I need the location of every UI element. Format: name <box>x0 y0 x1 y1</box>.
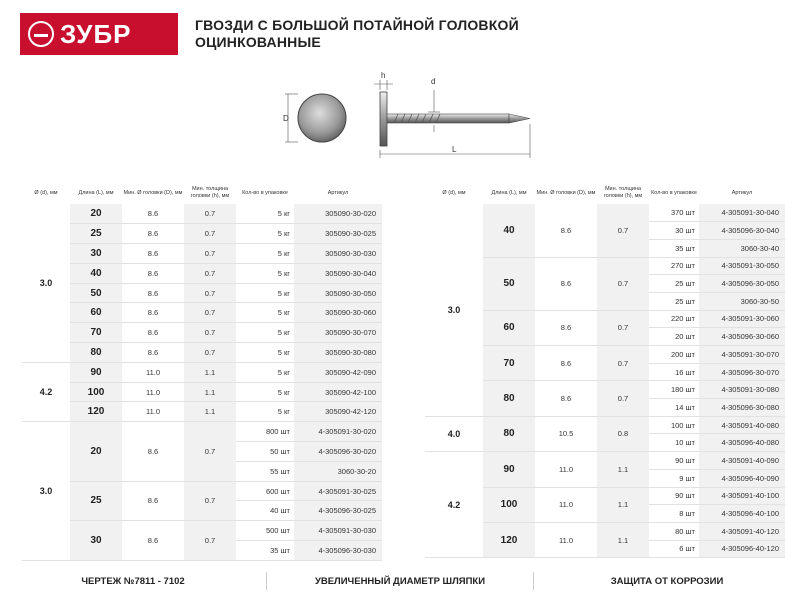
pack-quantity-cell: 5 кг <box>236 224 294 244</box>
head-diameter-cell: 11.0 <box>122 382 184 402</box>
article-cell: 4-305096-30-025 <box>294 501 382 521</box>
page-title <box>195 17 519 51</box>
article-cell: 305090-30-050 <box>294 283 382 303</box>
length-cell: 90 <box>483 452 535 487</box>
column-header-head-d: Мин. Ø головки (D), мм <box>123 189 183 196</box>
pack-quantity-cell: 500 шт <box>236 521 294 541</box>
pack-quantity-cell: 200 шт <box>649 346 699 364</box>
article-cell: 3060-30-40 <box>699 239 785 257</box>
pack-quantity-cell: 50 шт <box>236 442 294 462</box>
pack-quantity-cell: 25 шт <box>649 292 699 310</box>
table-row <box>22 382 382 402</box>
diameter-cell: 4.2 <box>22 362 70 421</box>
spec-table <box>22 182 382 561</box>
table-row <box>22 263 382 283</box>
head-diameter-cell: 8.6 <box>122 283 184 303</box>
head-thickness-cell: 0.7 <box>184 481 236 521</box>
head-thickness-cell: 1.1 <box>184 402 236 422</box>
head-thickness-cell: 0.7 <box>597 204 649 257</box>
head-thickness-cell: 1.1 <box>597 522 649 557</box>
pack-quantity-cell: 90 шт <box>649 452 699 470</box>
article-cell: 4-305091-30-060 <box>699 310 785 328</box>
article-cell: 305090-30-020 <box>294 204 382 224</box>
column-header-head-d: Мин. Ø головки (D), мм <box>536 189 596 196</box>
length-cell: 30 <box>70 521 122 561</box>
head-diameter-cell: 10.5 <box>535 416 597 451</box>
table-row <box>22 521 382 541</box>
footer-feature-corrosion: ЗАЩИТА ОТ КОРРОЗИИ <box>610 575 724 587</box>
pack-quantity-cell: 9 шт <box>649 469 699 487</box>
pack-quantity-cell: 35 шт <box>236 541 294 561</box>
diameter-cell: 3.0 <box>22 204 70 362</box>
head-diameter-cell: 8.6 <box>535 346 597 381</box>
article-cell: 4-305091-40-120 <box>699 522 785 540</box>
head-thickness-cell: 1.1 <box>184 362 236 382</box>
table-row <box>22 481 382 501</box>
pack-quantity-cell: 5 кг <box>236 402 294 422</box>
article-cell: 305090-42-090 <box>294 362 382 382</box>
pack-quantity-cell: 30 шт <box>649 222 699 240</box>
head-diameter-cell: 8.6 <box>122 343 184 363</box>
article-cell: 305090-30-040 <box>294 263 382 283</box>
article-cell: 4-305096-30-080 <box>699 399 785 417</box>
table-row <box>22 422 382 442</box>
head-diameter-cell: 8.6 <box>122 244 184 264</box>
pack-quantity-cell: 5 кг <box>236 263 294 283</box>
table-row <box>22 343 382 363</box>
length-cell: 80 <box>70 343 122 363</box>
column-header-pack: Кол-во в упаковке <box>242 189 288 196</box>
dim-label-h: h <box>381 71 386 80</box>
length-cell: 120 <box>70 402 122 422</box>
article-cell: 4-305096-40-080 <box>699 434 785 452</box>
article-cell: 4-305096-30-020 <box>294 442 382 462</box>
pack-quantity-cell: 5 кг <box>236 204 294 224</box>
article-cell: 305090-30-025 <box>294 224 382 244</box>
column-header-diam: Ø (d), мм <box>442 189 466 196</box>
title-line-2: ОЦИНКОВАННЫЕ <box>195 34 321 50</box>
head-thickness-cell: 0.7 <box>184 521 236 561</box>
head-diameter-cell: 8.6 <box>122 481 184 521</box>
head-thickness-cell: 0.7 <box>184 303 236 323</box>
head-thickness-cell: 0.7 <box>184 422 236 481</box>
head-diameter-cell: 8.6 <box>122 521 184 561</box>
pack-quantity-cell: 6 шт <box>649 540 699 558</box>
article-cell: 305090-30-070 <box>294 323 382 343</box>
head-diameter-cell: 8.6 <box>535 257 597 310</box>
table-header-row <box>22 182 382 204</box>
table-header-row <box>425 182 785 204</box>
dim-label-D: D <box>283 114 289 123</box>
length-cell: 40 <box>70 263 122 283</box>
pack-quantity-cell: 55 шт <box>236 461 294 481</box>
footer-drawing-number: ЧЕРТЕЖ №7811 - 7102 <box>81 575 185 587</box>
head-thickness-cell: 0.7 <box>184 283 236 303</box>
pack-quantity-cell: 270 шт <box>649 257 699 275</box>
column-header-article: Артикул <box>731 189 753 196</box>
pack-quantity-cell: 5 кг <box>236 244 294 264</box>
diameter-cell: 3.0 <box>425 204 483 416</box>
nail-drawing <box>280 70 540 162</box>
table-row <box>425 204 785 222</box>
article-cell: 4-305091-30-050 <box>699 257 785 275</box>
article-cell: 4-305096-30-060 <box>699 328 785 346</box>
pack-quantity-cell: 5 кг <box>236 343 294 363</box>
article-cell: 305090-30-030 <box>294 244 382 264</box>
article-cell: 4-305096-40-100 <box>699 505 785 523</box>
length-cell: 30 <box>70 244 122 264</box>
head-thickness-cell: 0.7 <box>184 224 236 244</box>
diameter-cell: 4.0 <box>425 416 483 451</box>
head-thickness-cell: 0.7 <box>597 257 649 310</box>
length-cell: 80 <box>483 416 535 451</box>
spec-table-left <box>22 182 382 561</box>
column-header-diam: Ø (d), мм <box>34 189 58 196</box>
head-diameter-cell: 11.0 <box>535 452 597 487</box>
head-thickness-cell: 0.8 <box>597 416 649 451</box>
dim-label-d: d <box>431 77 436 86</box>
article-cell: 4-305091-40-100 <box>699 487 785 505</box>
length-cell: 20 <box>70 204 122 224</box>
head-diameter-cell: 8.6 <box>122 263 184 283</box>
article-cell: 4-305091-40-080 <box>699 416 785 434</box>
length-cell: 60 <box>483 310 535 345</box>
head-diameter-cell: 8.6 <box>122 422 184 481</box>
length-cell: 100 <box>70 382 122 402</box>
article-cell: 3060-30-50 <box>699 292 785 310</box>
head-thickness-cell: 1.1 <box>597 452 649 487</box>
head-diameter-cell: 8.6 <box>535 204 597 257</box>
head-diameter-cell: 8.6 <box>122 204 184 224</box>
footer <box>0 568 800 594</box>
pack-quantity-cell: 220 шт <box>649 310 699 328</box>
table-row <box>425 416 785 434</box>
pack-quantity-cell: 100 шт <box>649 416 699 434</box>
length-cell: 70 <box>70 323 122 343</box>
nail-head-front <box>298 94 346 142</box>
article-cell: 4-305096-40-090 <box>699 469 785 487</box>
head-diameter-cell: 11.0 <box>535 522 597 557</box>
diameter-cell: 3.0 <box>22 422 70 561</box>
head-thickness-cell: 0.7 <box>597 346 649 381</box>
footer-feature-head: УВЕЛИЧЕННЫЙ ДИАМЕТР ШЛЯПКИ <box>314 575 486 587</box>
pack-quantity-cell: 5 кг <box>236 382 294 402</box>
table-row <box>22 323 382 343</box>
article-cell: 3060-30-20 <box>294 461 382 481</box>
column-header-pack: Кол-во в упаковке <box>651 189 697 196</box>
length-cell: 25 <box>70 481 122 521</box>
article-cell: 4-305096-30-050 <box>699 275 785 293</box>
length-cell: 70 <box>483 346 535 381</box>
article-cell: 4-305091-40-090 <box>699 452 785 470</box>
head-thickness-cell: 0.7 <box>184 204 236 224</box>
pack-quantity-cell: 370 шт <box>649 204 699 222</box>
head-thickness-cell: 0.7 <box>184 263 236 283</box>
head-thickness-cell: 0.7 <box>184 343 236 363</box>
head-diameter-cell: 8.6 <box>535 381 597 416</box>
pack-quantity-cell: 8 шт <box>649 505 699 523</box>
length-cell: 100 <box>483 487 535 522</box>
head-diameter-cell: 8.6 <box>122 224 184 244</box>
diameter-cell: 4.2 <box>425 452 483 558</box>
length-cell: 50 <box>70 283 122 303</box>
table-row <box>22 362 382 382</box>
article-cell: 4-305091-30-020 <box>294 422 382 442</box>
head-thickness-cell: 0.7 <box>184 244 236 264</box>
spec-table-right <box>425 182 785 558</box>
pack-quantity-cell: 16 шт <box>649 363 699 381</box>
pack-quantity-cell: 5 кг <box>236 303 294 323</box>
nail-head-side <box>380 92 387 146</box>
article-cell: 4-305096-30-040 <box>699 222 785 240</box>
column-header-length: Длина (L), мм <box>491 189 527 196</box>
table-row <box>22 402 382 422</box>
length-cell: 80 <box>483 381 535 416</box>
column-header-length: Длина (L), мм <box>78 189 114 196</box>
title-line-1: ГВОЗДИ С БОЛЬШОЙ ПОТАЙНОЙ ГОЛОВКОЙ <box>195 17 519 33</box>
length-cell: 25 <box>70 224 122 244</box>
pack-quantity-cell: 5 кг <box>236 323 294 343</box>
column-header-article: Артикул <box>327 189 349 196</box>
nail-tip <box>509 114 530 123</box>
spec-table <box>425 182 785 558</box>
article-cell: 4-305091-30-030 <box>294 521 382 541</box>
length-cell: 20 <box>70 422 122 481</box>
head-thickness-cell: 1.1 <box>597 487 649 522</box>
brand-logo <box>20 13 178 55</box>
length-cell: 90 <box>70 362 122 382</box>
length-cell: 60 <box>70 303 122 323</box>
pack-quantity-cell: 800 шт <box>236 422 294 442</box>
head-diameter-cell: 8.6 <box>122 303 184 323</box>
table-row <box>22 204 382 224</box>
column-header-head-h: Мин. толщина головки (h), мм <box>603 186 643 199</box>
pack-quantity-cell: 35 шт <box>649 239 699 257</box>
column-header-head-h: Мин. толщина головки (h), мм <box>190 186 230 199</box>
article-cell: 305090-30-080 <box>294 343 382 363</box>
dim-label-L: L <box>452 145 457 154</box>
table-row <box>22 303 382 323</box>
head-diameter-cell: 8.6 <box>535 310 597 345</box>
pack-quantity-cell: 25 шт <box>649 275 699 293</box>
head-thickness-cell: 0.7 <box>597 310 649 345</box>
head-diameter-cell: 11.0 <box>535 487 597 522</box>
article-cell: 305090-42-120 <box>294 402 382 422</box>
table-row <box>425 452 785 470</box>
table-row <box>22 224 382 244</box>
pack-quantity-cell: 90 шт <box>649 487 699 505</box>
pack-quantity-cell: 14 шт <box>649 399 699 417</box>
head-diameter-cell: 11.0 <box>122 402 184 422</box>
pack-quantity-cell: 40 шт <box>236 501 294 521</box>
length-cell: 50 <box>483 257 535 310</box>
table-row <box>22 244 382 264</box>
head-diameter-cell: 11.0 <box>122 362 184 382</box>
head-thickness-cell: 0.7 <box>184 323 236 343</box>
pack-quantity-cell: 80 шт <box>649 522 699 540</box>
head-thickness-cell: 0.7 <box>597 381 649 416</box>
head-diameter-cell: 8.6 <box>122 323 184 343</box>
length-cell: 40 <box>483 204 535 257</box>
length-cell: 120 <box>483 522 535 557</box>
logo-text: ЗУБР <box>60 18 132 49</box>
article-cell: 305090-42-100 <box>294 382 382 402</box>
pack-quantity-cell: 600 шт <box>236 481 294 501</box>
article-cell: 4-305096-30-030 <box>294 541 382 561</box>
article-cell: 4-305091-30-025 <box>294 481 382 501</box>
pack-quantity-cell: 5 кг <box>236 283 294 303</box>
article-cell: 4-305091-30-080 <box>699 381 785 399</box>
article-cell: 305090-30-060 <box>294 303 382 323</box>
pack-quantity-cell: 10 шт <box>649 434 699 452</box>
pack-quantity-cell: 180 шт <box>649 381 699 399</box>
article-cell: 4-305096-40-120 <box>699 540 785 558</box>
article-cell: 4-305091-30-040 <box>699 204 785 222</box>
pack-quantity-cell: 5 кг <box>236 362 294 382</box>
head-thickness-cell: 1.1 <box>184 382 236 402</box>
pack-quantity-cell: 20 шт <box>649 328 699 346</box>
table-row <box>22 283 382 303</box>
logo-mark-icon <box>28 21 54 47</box>
nail-shank <box>387 114 509 123</box>
article-cell: 4-305096-30-070 <box>699 363 785 381</box>
article-cell: 4-305091-30-070 <box>699 346 785 364</box>
